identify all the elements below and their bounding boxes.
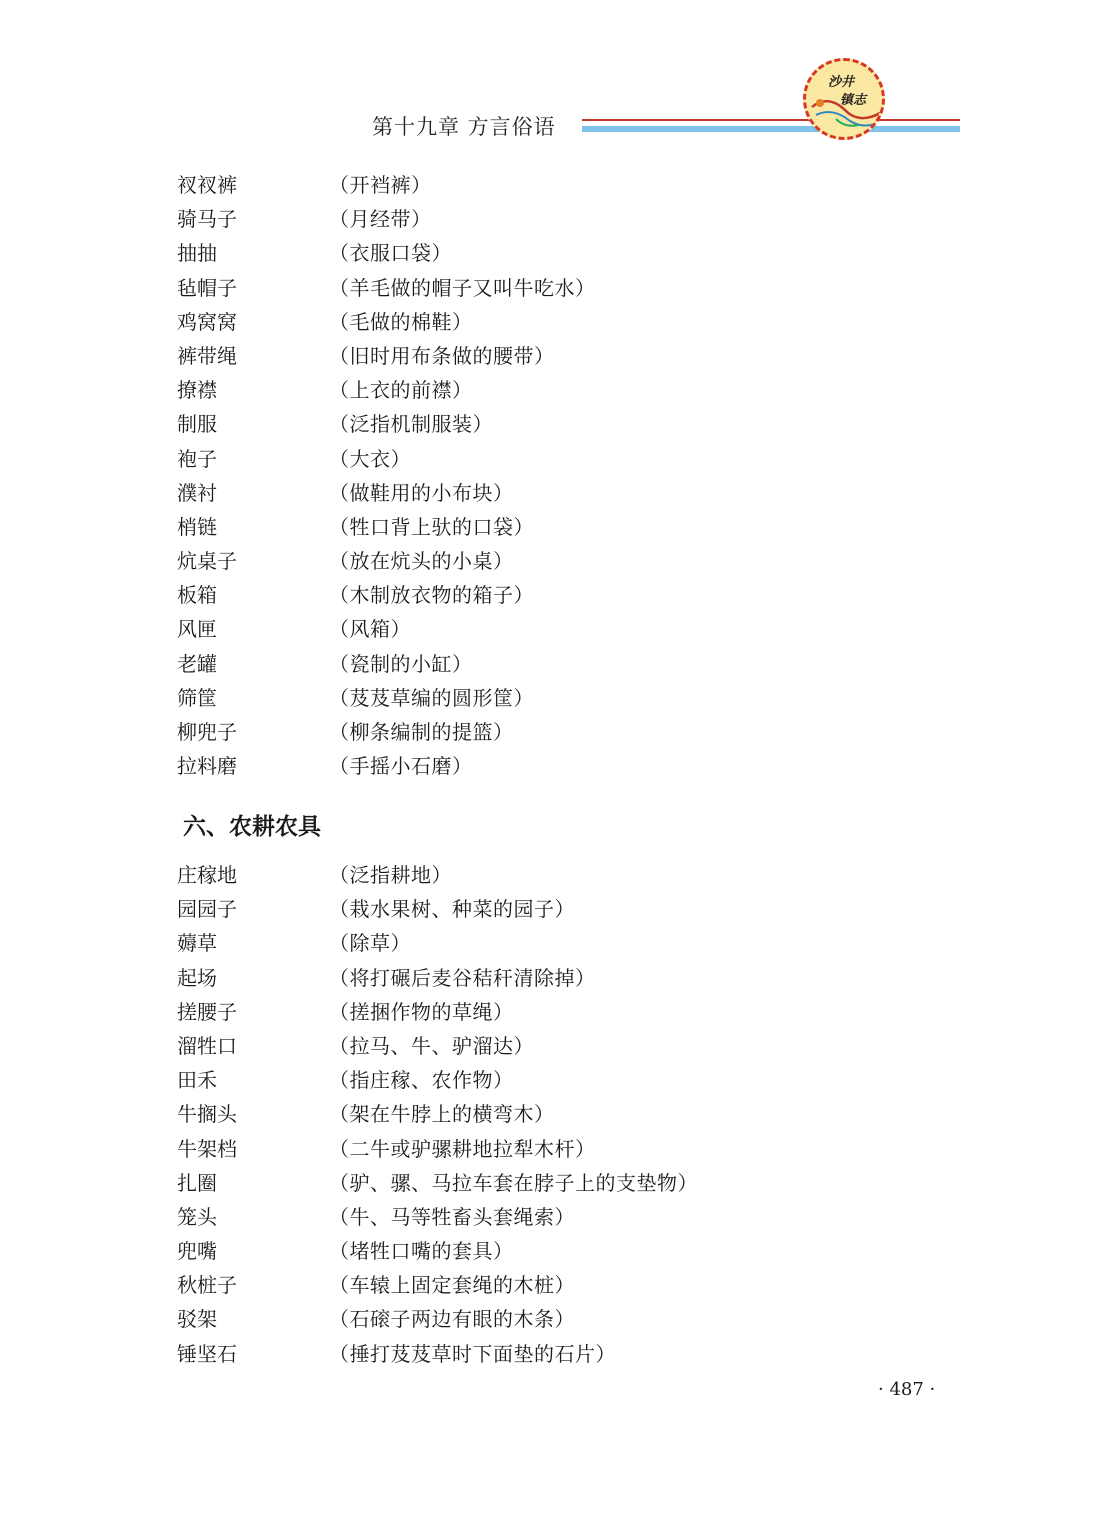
definition: （月经带） [329,207,432,232]
term: 筛筐 [177,685,217,710]
town-seal-logo [803,58,885,140]
term: 驳架 [177,1307,217,1332]
seal-text-top: 沙井 [828,75,855,90]
term: 牛架档 [177,1136,237,1161]
term: 鸡窝窝 [177,309,237,334]
term: 溜牲口 [177,1033,237,1058]
term: 扎圈 [177,1170,217,1195]
definition: （牲口背上驮的口袋） [329,514,534,539]
term: 秋桩子 [177,1273,237,1298]
definition: （栽水果树、种菜的园子） [329,897,575,922]
section-heading: 六、农耕农具 [183,814,321,840]
definition: （木制放衣物的箱子） [329,583,534,608]
definition: （放在炕头的小桌） [329,549,514,574]
definition: （拉马、牛、驴溜达） [329,1033,534,1058]
term: 牛搁头 [177,1102,237,1127]
term: 梢链 [177,514,217,539]
term: 板箱 [177,583,217,608]
definition: （芨芨草编的圆形筐） [329,685,534,710]
term: 拉料磨 [177,754,237,779]
term: 庄稼地 [177,863,237,887]
term: 裤带绳 [177,343,237,368]
definition: （捶打芨芨草时下面垫的石片） [329,1341,616,1366]
term: 搓腰子 [177,999,237,1024]
header-rule-red [582,119,960,121]
definition: （搓捆作物的草绳） [329,999,514,1024]
definition: （开裆裤） [329,173,432,197]
term: 笼头 [177,1204,217,1229]
chapter-title: 第十九章 方言俗语 [372,115,556,139]
definition: （手摇小石磨） [329,754,473,779]
definition: （泛指耕地） [329,863,452,887]
definition: （旧时用布条做的腰带） [329,343,555,368]
definition: （架在牛脖上的横弯木） [329,1102,555,1127]
definition: （堵牲口嘴的套具） [329,1239,514,1264]
definition: （车辕上固定套绳的木桩） [329,1273,575,1298]
term: 袍子 [177,446,217,471]
definition: （指庄稼、农作物） [329,1068,514,1093]
definition: （做鞋用的小布块） [329,480,514,505]
definition: （大衣） [329,446,411,471]
definition: （上衣的前襟） [329,378,473,403]
definition: （瓷制的小缸） [329,651,473,676]
definition: （毛做的棉鞋） [329,309,473,334]
definition: （泛指机制服装） [329,412,493,437]
term: 锤坚石 [177,1341,237,1366]
definition: （柳条编制的提篮） [329,720,514,744]
definition: （风箱） [329,617,411,642]
term: 起场 [177,965,217,990]
term: 骑马子 [177,207,237,232]
term: 衩衩裤 [177,173,237,197]
definition: （衣服口袋） [329,241,452,266]
seal-text-bottom: 镇志 [840,93,867,108]
term: 兜嘴 [177,1239,217,1264]
term: 抽抽 [177,241,217,266]
definition: （石磙子两边有眼的木条） [329,1307,575,1332]
term: 炕桌子 [177,549,237,574]
term: 制服 [177,412,217,437]
definition: （驴、骡、马拉车套在脖子上的支垫物） [329,1170,698,1195]
definition: （二牛或驴骡耕地拉犁木杆） [329,1136,596,1161]
term: 柳兜子 [177,720,237,744]
definition: （除草） [329,931,411,956]
definition: （牛、马等牲畜头套绳索） [329,1204,575,1229]
page-number: · 487 · [878,1379,936,1400]
term: 老罐 [177,651,217,676]
term: 园园子 [177,897,237,922]
term: 风匣 [177,617,217,642]
term: 毡帽子 [177,275,237,300]
definition: （将打碾后麦谷秸秆清除掉） [329,965,596,990]
definition: （羊毛做的帽子又叫牛吃水） [329,275,596,300]
term: 撩襟 [177,378,217,403]
term: 薅草 [177,931,217,956]
header-rule-blue [582,126,960,132]
term: 濮衬 [177,480,217,505]
term: 田禾 [177,1068,217,1093]
